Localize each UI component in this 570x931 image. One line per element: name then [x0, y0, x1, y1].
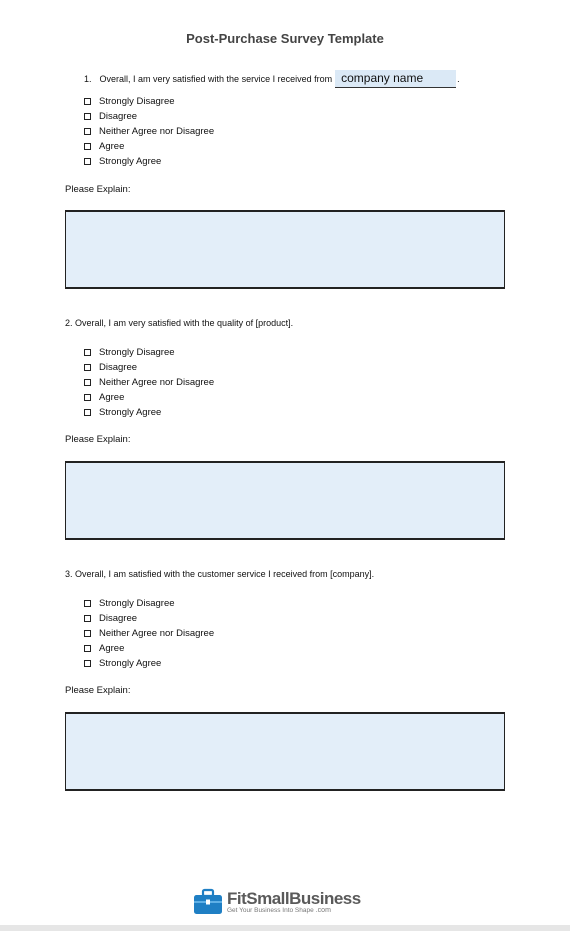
question-3-options	[84, 596, 214, 671]
logo-tld: .com	[315, 906, 331, 914]
option-label: Agree	[99, 643, 125, 654]
option-label: Disagree	[99, 362, 138, 373]
explain-textarea-1[interactable]	[65, 210, 505, 289]
option-disagree[interactable]	[84, 611, 214, 626]
checkbox[interactable]	[84, 600, 91, 607]
question-1-period: .	[457, 74, 460, 84]
question-2-text: 2. Overall, I am very satisfied with the quality of [product].	[65, 318, 294, 328]
option-strongly-agree[interactable]	[84, 154, 214, 169]
explain-textarea-2[interactable]	[65, 461, 505, 540]
page-bottom-edge	[0, 925, 570, 931]
checkbox[interactable]	[84, 349, 91, 356]
option-label: Agree	[99, 141, 125, 152]
checkbox[interactable]	[84, 409, 91, 416]
option-strongly-disagree[interactable]	[84, 345, 214, 360]
logo-text	[227, 890, 361, 915]
option-label: Neither Agree nor Disagree	[99, 377, 215, 388]
checkbox[interactable]	[84, 143, 91, 150]
option-strongly-agree[interactable]	[84, 405, 214, 420]
briefcase-icon	[193, 888, 223, 916]
option-neither[interactable]	[84, 124, 214, 139]
option-label: Strongly Disagree	[99, 598, 175, 609]
question-1	[84, 66, 460, 84]
option-disagree[interactable]	[84, 360, 214, 375]
logo-brand: FitSmallBusiness	[227, 888, 361, 908]
option-strongly-disagree[interactable]	[84, 596, 214, 611]
option-agree[interactable]	[84, 641, 214, 656]
option-label: Strongly Disagree	[99, 96, 175, 107]
logo-tagline: Get Your Business Into Shape	[227, 906, 314, 914]
option-label: Strongly Agree	[99, 407, 162, 418]
checkbox[interactable]	[84, 394, 91, 401]
fitsmallbusiness-logo	[193, 888, 361, 916]
option-label: Agree	[99, 392, 125, 403]
explain-label-3: Please Explain:	[65, 685, 131, 696]
question-3-text: 3. Overall, I am satisfied with the customer service I received from [company].	[65, 569, 375, 579]
option-label: Disagree	[99, 613, 138, 624]
option-label: Disagree	[99, 111, 138, 122]
option-strongly-agree[interactable]	[84, 656, 214, 671]
checkbox[interactable]	[84, 128, 91, 135]
question-1-number: 1.	[84, 74, 92, 84]
option-label: Strongly Disagree	[99, 347, 175, 358]
checkbox[interactable]	[84, 113, 91, 120]
explain-label-1: Please Explain:	[65, 184, 131, 195]
page-title: Post-Purchase Survey Template	[186, 31, 384, 46]
option-label: Strongly Agree	[99, 156, 162, 167]
checkbox[interactable]	[84, 645, 91, 652]
explain-textarea-3[interactable]	[65, 712, 505, 791]
checkbox[interactable]	[84, 615, 91, 622]
option-label: Neither Agree nor Disagree	[99, 126, 215, 137]
option-agree[interactable]	[84, 139, 214, 154]
option-neither[interactable]	[84, 375, 214, 390]
checkbox[interactable]	[84, 379, 91, 386]
explain-label-2: Please Explain:	[65, 434, 131, 445]
option-label: Neither Agree nor Disagree	[99, 628, 215, 639]
checkbox[interactable]	[84, 630, 91, 637]
logo-tagline-row	[227, 907, 361, 915]
company-name-field[interactable]: company name	[335, 70, 456, 88]
option-neither[interactable]	[84, 626, 214, 641]
checkbox[interactable]	[84, 158, 91, 165]
checkbox[interactable]	[84, 660, 91, 667]
question-1-options	[84, 94, 214, 169]
checkbox[interactable]	[84, 98, 91, 105]
option-agree[interactable]	[84, 390, 214, 405]
option-disagree[interactable]	[84, 109, 214, 124]
question-2-options	[84, 345, 214, 420]
question-1-text: Overall, I am very satisfied with the service I received from	[99, 74, 333, 84]
option-strongly-disagree[interactable]	[84, 94, 214, 109]
checkbox[interactable]	[84, 364, 91, 371]
option-label: Strongly Agree	[99, 658, 162, 669]
